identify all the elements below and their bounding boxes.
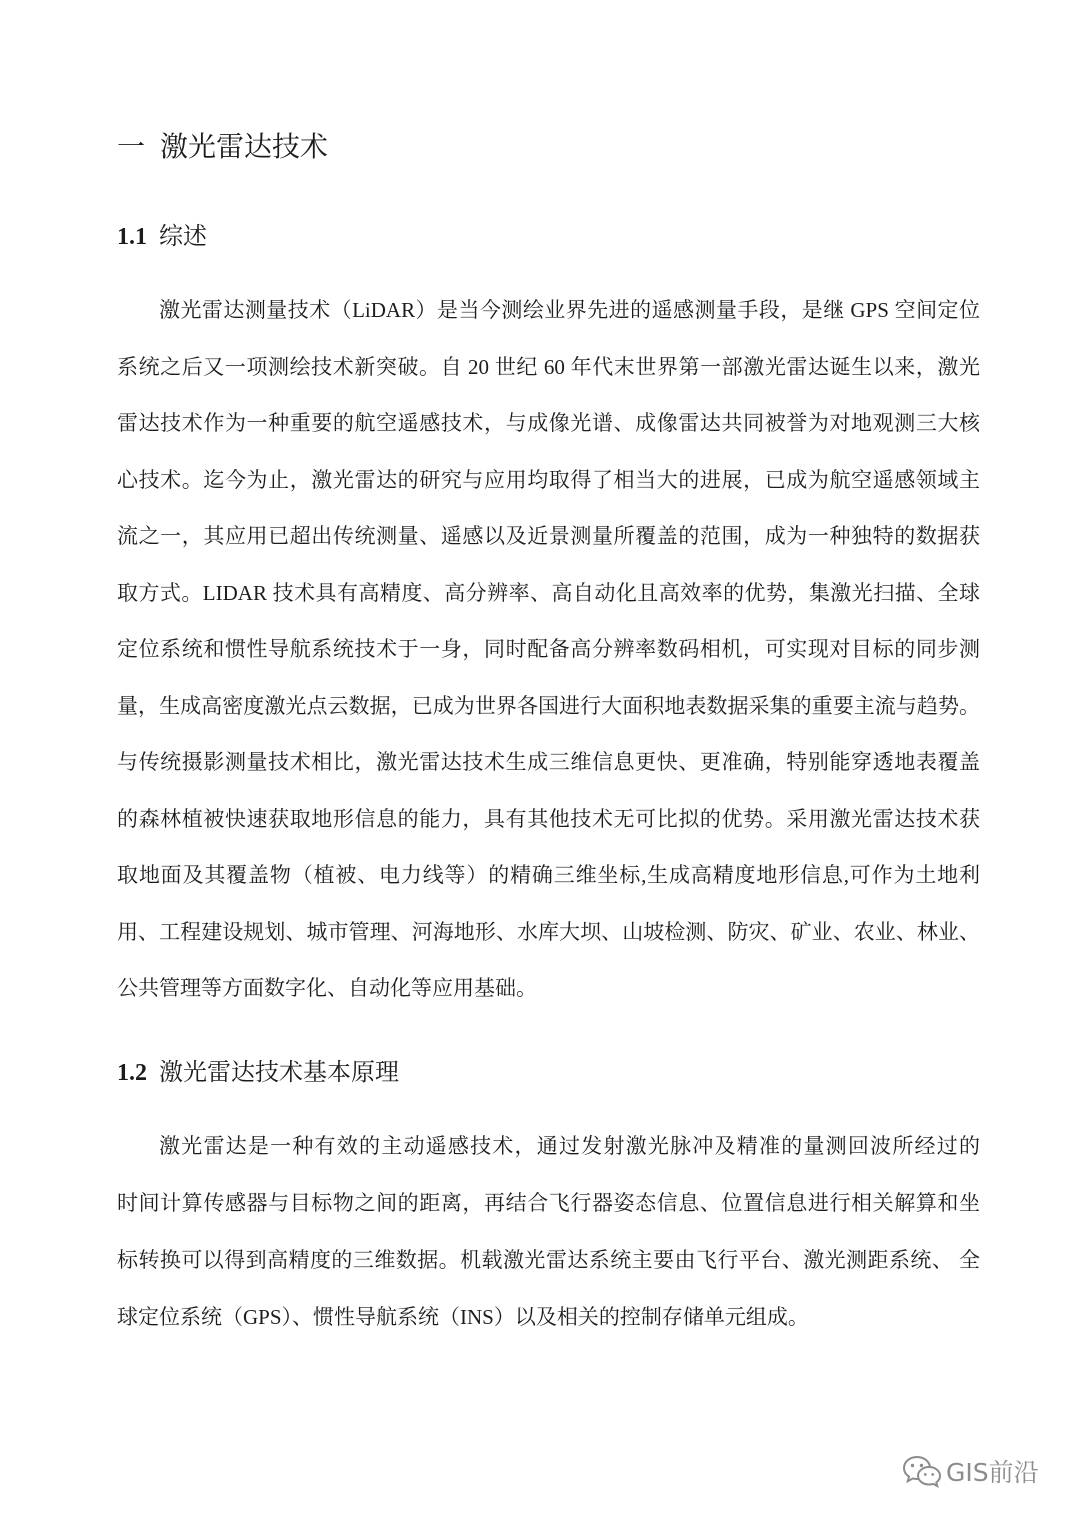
- paragraph-line: 取方式。LIDAR 技术具有高精度、高分辨率、高自动化且高效率的优势，集激光扫描、全球: [117, 580, 980, 605]
- paragraph-line: 标转换可以得到高精度的三维数据。机载激光雷达系统主要由飞行平台、激光测距系统、 全: [117, 1248, 980, 1272]
- section-number: 1.2: [117, 1060, 147, 1086]
- chapter-number: 一: [117, 132, 146, 163]
- section-number: 1.1: [117, 224, 147, 250]
- paragraph-line: 系统之后又一项测绘技术新突破。自 20 世纪 60 年代末世界第一部激光雷达诞生以来，激光: [117, 354, 980, 379]
- section-title: 综述: [159, 224, 207, 250]
- chapter-heading: [117, 128, 328, 168]
- paragraph: [117, 282, 980, 1017]
- watermark-text: GIS前沿: [946, 1458, 1039, 1487]
- paragraph-line: 时间计算传感器与目标物之间的距离，再结合飞行器姿态信息、位置信息进行相关解算和坐: [117, 1191, 980, 1215]
- paragraph-line: 心技术。迄今为止，激光雷达的研究与应用均取得了相当大的进展，已成为航空遥感领域主: [117, 467, 980, 492]
- section-heading: [117, 1057, 399, 1089]
- paragraph-line: 球定位系统（GPS）、惯性导航系统（INS）以及相关的控制存储单元组成。: [117, 1305, 809, 1329]
- paragraph-line: 激光雷达是一种有效的主动遥感技术，通过发射激光脉冲及精准的量测回波所经过的: [159, 1134, 980, 1158]
- paragraph-line: 用、工程建设规划、城市管理、河海地形、水库大坝、山坡检测、防灾、矿业、农业、林业、: [117, 919, 980, 944]
- paragraph-line: 公共管理等方面数字化、自动化等应用基础。: [117, 976, 537, 1000]
- wechat-icon: [902, 1454, 942, 1488]
- paragraph-line: 的森林植被快速获取地形信息的能力，具有其他技术无可比拟的优势。采用激光雷达技术获: [117, 806, 980, 831]
- watermark: [902, 1453, 1039, 1489]
- paragraph-line: 取地面及其覆盖物（植被、电力线等）的精确三维坐标,生成高精度地形信息,可作为土地利: [117, 863, 980, 887]
- paragraph: [117, 1118, 980, 1346]
- paragraph-line: 流之一，其应用已超出传统测量、遥感以及近景测量所覆盖的范围，成为一种独特的数据获: [117, 524, 980, 548]
- paragraph-line: 量，生成高密度激光点云数据，已成为世界各国进行大面积地表数据采集的重要主流与趋势。: [117, 693, 980, 718]
- paragraph-line: 激光雷达测量技术（LiDAR）是当今测绘业界先进的遥感测量手段，是继 GPS 空间定位: [159, 298, 980, 322]
- chapter-title: 激光雷达技术: [160, 132, 329, 163]
- section-heading: [117, 221, 207, 253]
- paragraph-line: 与传统摄影测量技术相比，激光雷达技术生成三维信息更快、更准确，特别能穿透地表覆盖: [117, 750, 980, 774]
- paragraph-line: 定位系统和惯性导航系统技术于一身，同时配备高分辨率数码相机，可实现对目标的同步测: [117, 637, 980, 661]
- section-title: 激光雷达技术基本原理: [159, 1060, 399, 1086]
- paragraph-line: 雷达技术作为一种重要的航空遥感技术，与成像光谱、成像雷达共同被誉为对地观测三大核: [117, 411, 980, 435]
